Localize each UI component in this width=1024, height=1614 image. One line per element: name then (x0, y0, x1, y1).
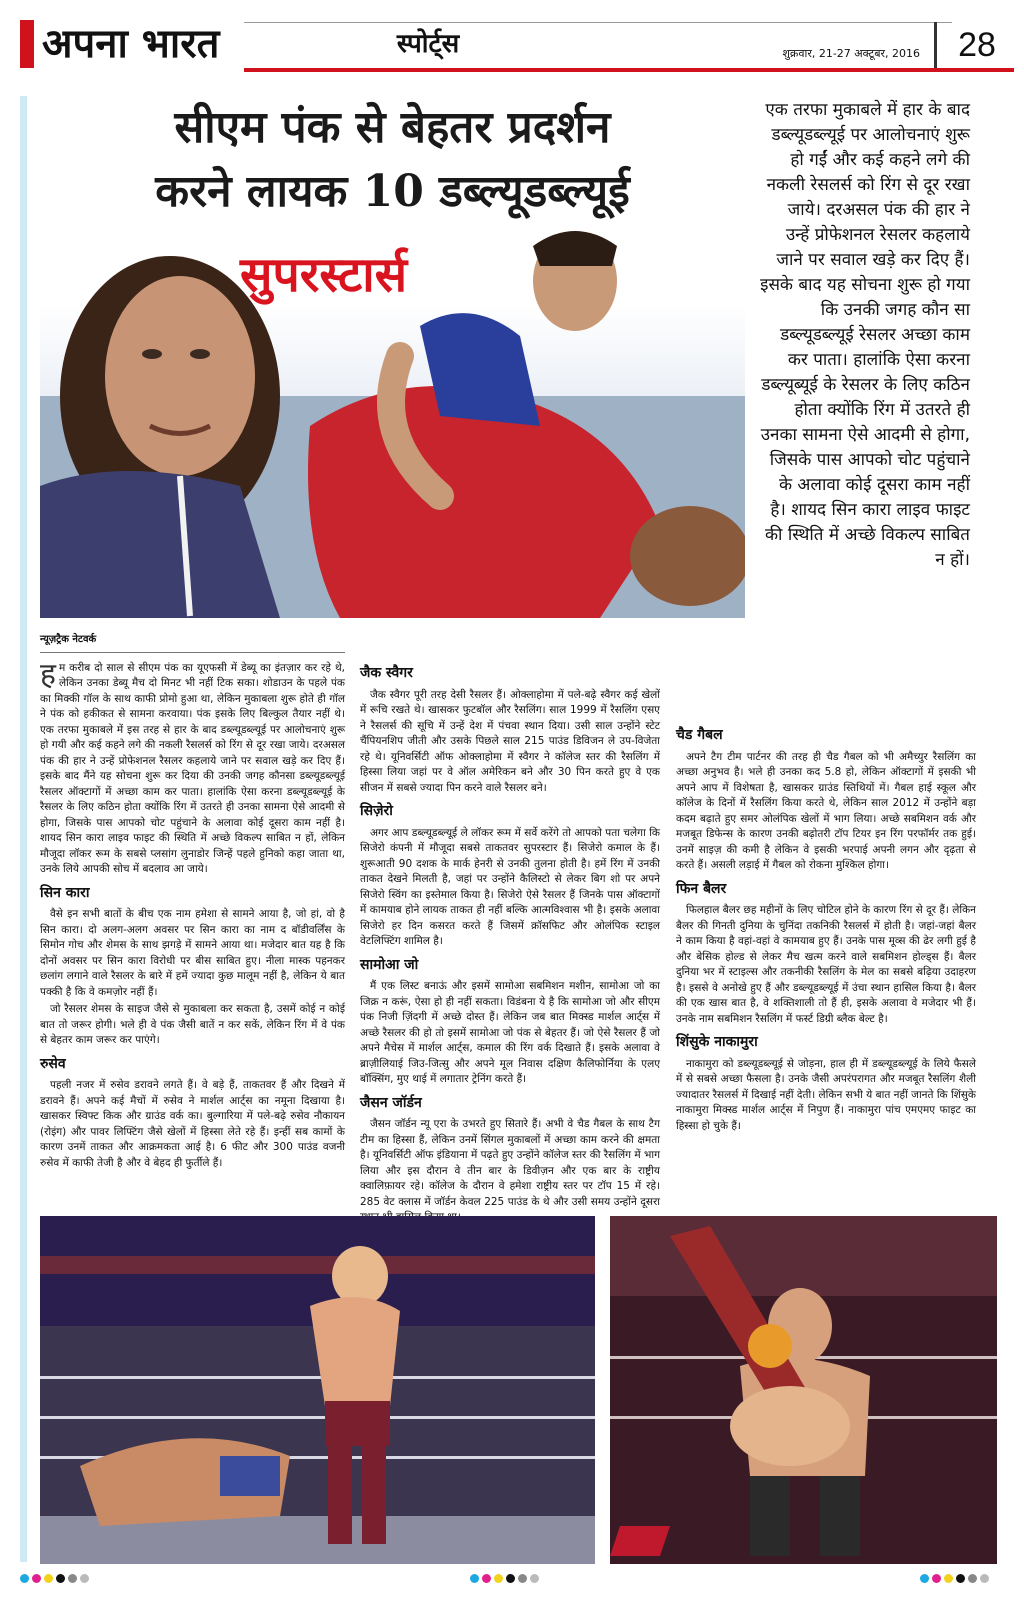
standing-wrestler-leg-left (328, 1444, 352, 1544)
cyan-dot (470, 1574, 479, 1583)
yellow-dot (494, 1574, 503, 1583)
article-column-2 (360, 658, 660, 1228)
headline (40, 96, 745, 224)
standing-wrestler-trunks (325, 1401, 390, 1446)
bald-head (630, 506, 745, 606)
raw-logo-shape (610, 1526, 670, 1556)
black-dot (506, 1574, 515, 1583)
paragraph: वैसे इन सभी बातों के बीच एक नाम हमेशा से सामने आया है, जो हां, वो है सिन कारा। दो अलग-अलग अवसर पर सिन कारा का नाम द बॉडीवर्लिंस के सिमोन गोच और शेमस के साथ झगड़े में सामने आया था। मजेदार बात यह है कि दोनों अवसर पर सिन कारा विरोधी पर बीस साबित हुए। नीला मास्क पहनकर छलांग लगाने वाले रैसलर के बारे में हमें ज्यादा कुछ मालूम नहीं है, लेकिन ये बात पक्की है कि वे कमज़ोर नहीं हैं। (40, 908, 345, 998)
left-accent-bar (20, 96, 27, 1562)
leg-right (820, 1476, 860, 1556)
byline-rule (40, 652, 345, 653)
yellow-dot (44, 1574, 53, 1583)
cyan-dot (20, 1574, 29, 1583)
color-registration-center (470, 1574, 539, 1583)
section-heading-cesaro: सिज़ेरो (360, 803, 393, 819)
yellow-dot (944, 1574, 953, 1583)
gray-dot (518, 1574, 527, 1583)
headline-highlight: सुपरस्टार्स (240, 247, 408, 303)
ring-action-photo-2 (610, 1216, 997, 1564)
standing-wrestler-torso (310, 1297, 400, 1406)
section-heading-shinsuke-nakamura: शिंसुके नाकामुरा (676, 1034, 758, 1050)
magenta-dot (32, 1574, 41, 1583)
paragraph: पहली नजर में रुसेव डरावने लगते हैं। वे बड़े हैं, ताकतवर हैं और दिखने में डरावने हैं। अपने कई मैचों में रुसेव ने मार्शल आर्ट्स का नमूना दिखाया है। खासकर स्विफ्ट किक और ग्राउंड वर्क का। बुल्गारिया में पले-बढ़े रुसेव नौकायन (रोइंग) और पावर लिफ्टिंग जैसे खेलों में हिस्सा लेते रहे हैं। इन्हीं सब कामों के कारण उनमें ताकत और आक्रमकता आई है। 6 फीट और 300 पाउंड वजनी रुसेव में काफी तेजी है और वे बेहद ही फुर्तीले हैं। (40, 1079, 345, 1169)
ring-scene-1 (40, 1216, 595, 1564)
eye-right (190, 349, 210, 359)
sidebar-blurb: एक तरफा मुकाबले में हार के बाद डब्ल्यूडब्ल्यूई पर आलोचनाएं शुरू हो गईं और कई कहने लगे की नकली रेसलर्स को रिंग से दूर रखा जाये। दरअसल पंक की हार ने उन्हें प्रोफेशनल रेसलर कहलाये जाने पर सवाल खड़े कर दिए हैं। इसके बाद यह सोचना शुरू हो गया कि उनकी जगह कौन सा डब्ल्यूडब्ल्यूई रेसलर अच्छा काम कर पाता। हालांकि ऐसा करना डब्ल्यूब्यूई के रेसलर के लिए कठिन होता क्योंकि रिंग में उतरते ही उनका सामना ऐसे आदमी से होगा, जिसके पास आपको चोट पहुंचाने के अलावा कोई दूसरा काम नहीं है। शायद सिन कारा लाइव फाइट की स्थिति में अच्छे विकल्प साबित न हों। (760, 100, 970, 570)
article-column-1 (40, 632, 345, 1173)
article-column-3 (676, 720, 976, 1136)
hero-image (40, 96, 745, 618)
headline-line-1: सीएम पंक से बेहतर प्रदर्शन (174, 102, 611, 153)
ring-rope-2 (40, 1416, 595, 1419)
face-shape (105, 276, 255, 476)
newspaper-logo: अपना भारत (42, 20, 220, 67)
eye-left (142, 349, 162, 359)
light-gray-dot (980, 1574, 989, 1583)
section-heading-rusev: रुसेव (40, 1055, 66, 1072)
masthead-rule (244, 22, 952, 23)
intro-paragraph (40, 656, 345, 878)
paragraph: अगर आप डब्ल्यूडब्ल्यूई ले लॉकर रूम में सर्वे करेंगे तो आपको पता चलेगा कि सिजेरो कंपनी में मौजूदा सबसे ताकतवर सुपरस्टार हैं। सिजेरो कमाल के हैं। शुरूआती 90 दशक के मार्क हेनरी से उनकी तुलना होती है। हमें रिंग में उनकी ताकत देखने मिलती है, जहां पर उन्होंने कैलिस्टो से लेकर बिग शो पर अपने सिजेरो स्विंग का इस्तेमाल किया है। सिजेरो ऐसे रैसलर हैं जिनके पास ऑक्टागों में कामयाब होने लायक ताकत ही नहीं बल्कि आत्मविश्वास भी है। इसके अलावा सिजेरो हर दिन कसरत करते हैं जिसमें क्रॉसफिट और ओलंपिक स्टाइल वेटलिफ्टिंग शामिल है। (360, 826, 660, 947)
cyan-dot (920, 1574, 929, 1583)
light-gray-dot (80, 1574, 89, 1583)
standing-wrestler-leg-right (362, 1444, 386, 1544)
paragraph: जैक स्वैगर पूरी तरह देसी रैसलर हैं। ओक्लाहोमा में पले-बढ़े स्वैगर कई खेलों में रूचि रखते थे। खासकर फुटबॉल और रैसलिंग। साल 1999 में रैसलिंग एसए ने रैसलर्स की सूचि में उन्हें देश में पंचवा स्थान दिया। उसी साल उन्होंने स्टेट चैंपियनशिप जीती और उसके पिछले साल 215 पाउंड डिविजन ले उप-विजेता रहे थे। यूनिवर्सिटी ऑफ ओक्लाहोमा में स्वैगर ने कॉलेज स्तर की रैसलिंग में हिस्सा लिया जहां पर वे ऑल अमेरिकन बने और 30 पिन करते हुए वे एक सीजन में सबसे ज्यादा पिन करने वाले रैसलर बने। (360, 688, 660, 794)
section-title: स्पोर्ट्स (396, 29, 460, 59)
section-heading-jack-swagger: जैक स्वैगर (360, 665, 413, 681)
ring-scene-2 (610, 1216, 997, 1564)
paragraph: मैं एक लिस्ट बनाऊं और इसमें सामोआ सबमिशन मशीन, सामोआ जो का जिक्र न करूं, ऐसा हो ही नहीं सकता। विडंबना ये है कि सामोआ जो और सीएम पंक निजी ज़िंदगी में अच्छे दोस्त हैं। लेकिन जब बात मिक्स्ड मार्शल आर्ट्स में अच्छे रैसलर की हो तो इसमें सामोआ जो पंक से बेहतर हैं। जो ऐसे रैसलर हैं जो अपने मैचेस में मार्शल आर्ट्स, कमाल की रिंग वर्क दिखाते हैं। इसके अलावा वे ब्राज़ीलियाई जिउ-जित्सु और अपने मूल निवास दक्षिण कैलिफोर्निया के एलए बॉक्सिंग, मुए थाई में लगातार ट्रेनिंग करते हैं। (360, 980, 660, 1085)
paragraph: नाकामुरा को डब्ल्यूडब्ल्यूई से जोड़ना, हाल ही में डब्ल्यूडब्ल्यूई के लिये फैसले में से सबसे अच्छा फैसला है। उनके जैसी अपरंपरागत और मजबूत रैसलिंग शैली ज्यादातर रैसलर्स में दिखाई नहीं देती। लेकिन सभी ये बात नहीं जानते कि शिंसुके नाकामुरा मिक्स्ड मार्शल आर्ट्स में निपुण हैं। नाकामुरा पांच एमएमए फाइट का हिस्सा हो चुके हैं। (676, 1057, 976, 1132)
section-heading-sin-cara: सिन कारा (40, 884, 90, 901)
color-registration-right (920, 1574, 989, 1583)
arena-upper (610, 1216, 997, 1296)
leg-left (750, 1476, 790, 1556)
page-number-divider (934, 22, 937, 68)
magenta-dot (482, 1574, 491, 1583)
gray-dot (968, 1574, 977, 1583)
blue-wrestler-hair (533, 231, 617, 266)
lifted-wrestler-body (730, 1386, 850, 1466)
masthead-red-rule (244, 68, 1014, 72)
paragraph: जैसन जॉर्डन न्यू एरा के उभरते हुए सितारे हैं। अभी वे चैड गैबल के साथ टैग टीम का हिस्सा हैं, लेकिन उनमें सिंगल मुकाबलों में अच्छा काम करने की क्षमता है। यूनिवर्सिटी ऑफ इंडियाना में पढ़ते हुए उन्होंने कॉलेज स्तर की रैसलिंग में भाग लिया और इस दौरान वे तीन बार के डिवीज़न और एक बार के राष्ट्रीय क्वालिफ़ायर रहे। कॉलेज के दौरान वे हमेशा राष्ट्रीय स्तर पर टॉप 15 में रहे। 285 वेट क्लास में जॉर्डन केवल 225 पाउंड के थे और उसी समय उन्होंने दूसरा (360, 1118, 660, 1208)
knee-pad (748, 1324, 792, 1368)
ring-action-photo-1 (40, 1216, 595, 1564)
drop-cap: ह (40, 656, 56, 692)
standing-wrestler-head (332, 1246, 388, 1306)
paragraph: अपने टैग टीम पार्टनर की तरह ही चैड गैबल को भी अमैच्युर रैसलिंग का अच्छा अनुभव है। भले ही उनका कद 5.8 हो, लेकिन ऑक्टागों में इसकी भी अपने आप में विशेषता है, खासकर ग्राउंड स्तिथियों में। गैबल हाई स्कूल और कॉलेज के दिनों में रैसलिंग किया करते थे, लेकिन साल 2012 में उन्होंने बड़ा कदम बढ़ाते हुए समर ओलंपिक खेलों में भाग लिया। अच्छे सबमिशन वर्क और मजबूत डिफेन्स के कारण उनकी बढ़ोतरी टॉप टियर इन रिंग परफॉर्मर तक हुई। उनमें साइज़ की कमी है लेकिन वे इसकी भरपाई अपनी लगन और दृढ़ता से करते हैं। असली लड़ाई में गैबल को रोकना मुश्किल होगा। (676, 750, 976, 871)
byline: न्यूज़ट्रैक नेटवर्क (40, 634, 97, 645)
light-gray-dot (530, 1574, 539, 1583)
paragraph: जो रैसलर शेमस के साइज जैसे से मुकाबला कर सकता है, उसमें कोई न कोई बात तो जरूर होगी। भले ही वे पंक जैसी बातें न कर सकें, लेकिन रिंग में वे पंक से बेहतर काम जरूर कर पाएंगे। (40, 1003, 345, 1046)
black-dot (956, 1574, 965, 1583)
gray-dot (68, 1574, 77, 1583)
kneeling-wrestler-trunks (220, 1456, 280, 1496)
color-registration-left (20, 1574, 89, 1583)
magenta-dot (932, 1574, 941, 1583)
paragraph: फिलहाल बैलर छह महीनों के लिए चोटिल होने के कारण रिंग से दूर हैं। लेकिन बैलर की गिनती दुनिया के चुनिंदा तकनिकी रैसलर्स में होती है। जहां-जहां बैलर ने काम किया है वहां-वहां वे कामयाब हुए हैं। उनके पास मूव्स की ढेर लगी हुई है और बेसिक होल्ड से लेकर मैच खत्म करने वाले सबमिशन होल्ड्स हैं। बैलर दुनिया भर में स्टाइल्स और तकनीकी रैसलिंग के मेल का सबसे बढ़िया उदाहरण है। इससे वे अनोखे हुए हैं और डब्ल्यूडब्ल्यूई में उंचा स्थान हासिल किया है। बैलर की एक खास बात है, वे शक्तिशाली तो हैं ही, इसके अलावा वे मजेदार भी हैं। उनके नाम सबमिशन रैसलिंग में फर्स्ट डिग्री ब्लैक बेल्ट है। (676, 904, 976, 1025)
page-number: 28 (958, 26, 996, 64)
section-heading-jason-jordan: जैसन जॉर्डन (360, 1094, 422, 1111)
section-heading-samoa-joe: सामोआ जो (360, 956, 419, 973)
headline-line-2: करने लायक 10 डब्ल्यूडब्ल्यूई (155, 166, 630, 217)
masthead-red-bar (20, 20, 34, 68)
arena-banner (40, 1256, 595, 1274)
issue-date: शुक्रवार, 21-27 अक्टूबर, 2016 (782, 47, 920, 60)
intro-text: म करीब दो साल से सीएम पंक का यूएफसी में डेब्यू का इंतज़ार कर रहे थे, लेकिन उनका डेब्यू मैच दो मिनट भी नहीं टिक सका। शोडाउन के पहले पंक का मिक्की गॉल के साथ काफी प्रोमो हुआ था, लेकिन मुकाबला शुरू होते ही गॉल ने पंक को हकीकत से सामना करवाया। पंक इसके लिए बिल्कुल तैयार नहीं थे। एक तरफा मुकाबले में इस तरह से हार के बाद डब्ल्यूडब्ल्यूई पर आलोचनाएं शुरू हो गयी और कई कहने लगे की नकली रैसलर्स को रिंग से दूर रखा जाये। दरअसल पंक की हार ने उन्हें प्रोफेशनल रैसलर कहलाये जाने पर सवाल खड़े कर दिए हैं। इसके बाद मैंने यह सोचना शुरू कर दिया की उनकी जगह कौनसा डब्ल्यूडब्ल्यूई रैसलर ऑक्टागों में अच्छा काम कर पाता। हालांकि ऐसा करना डब्ल्यूडब्ल्यूई के रैसलर के लिए कठिन होता क्योंकि रिंग में उतरते ही उनका सामना ऐसे आदमी से होगा, जिसके पास आपको चोट पहुंचाने के अलावा कोई दूसरा काम नहीं है। शायद सिन कारा लाइव फाइट की स्थिति में अच्छे विकल्प साबित न हों, लेकिन मौजूदा लॉकर रूम के सबसे प्लसांग लुनाडोर जिन्हें पहले हुनिको कहा जाता था, उनके लिये आपकी सोच में बदलाव आ जाये। (40, 661, 345, 875)
section-heading-finn-balor: फिन बैलर (676, 880, 727, 897)
section-heading-chad-gable: चैड गैबल (676, 727, 723, 743)
ring-rope-1 (40, 1376, 595, 1379)
black-dot (56, 1574, 65, 1583)
